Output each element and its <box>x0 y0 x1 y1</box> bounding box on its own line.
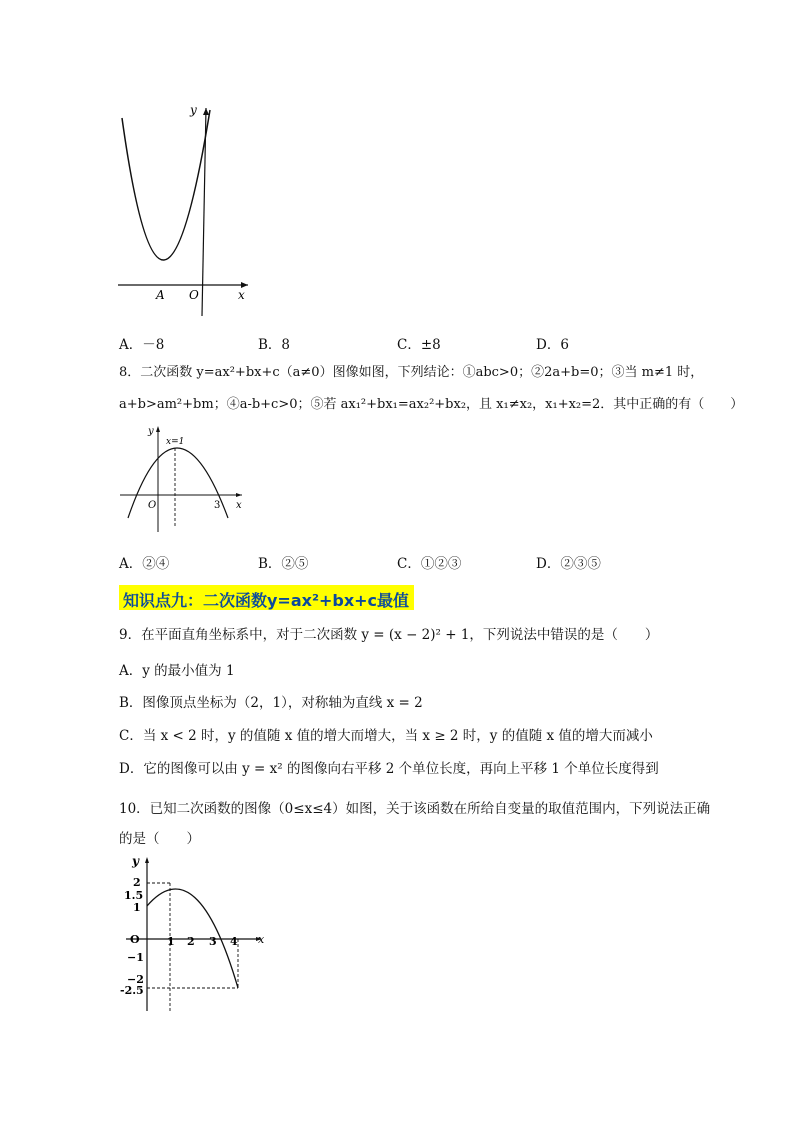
y-tick-1: 1 <box>133 901 141 914</box>
q8-stem-line1: 8．二次函数 y=ax²+bx+c（a≠0）图像如图，下列结论：①abc>0；②2a+b=0；③当 m≠1 时， <box>119 365 704 380</box>
q9-option-b: B．图像顶点坐标为（2，1），对称轴为直线 x = 2 <box>119 695 423 711</box>
symmetry-label: x=1 <box>166 437 185 447</box>
y-axis-label: y <box>190 103 197 117</box>
x-axis-label: x <box>258 933 265 946</box>
x-tick-2: 2 <box>187 935 195 948</box>
section-header <box>119 585 414 610</box>
y-tick-1-5: 1.5 <box>124 889 144 902</box>
x-tick-4: 4 <box>230 935 238 948</box>
q9-option-a: A．y 的最小值为 1 <box>119 663 235 679</box>
y-axis-arrow <box>203 108 209 115</box>
y-axis-arrow <box>145 857 149 863</box>
q8-option-c: C．①②③ <box>397 556 462 572</box>
x-axis-arrow <box>236 493 242 497</box>
x-axis-label: x <box>236 500 242 511</box>
y-tick-neg1: −1 <box>127 951 144 964</box>
root-label-3: 3 <box>214 500 221 511</box>
y-tick-neg2: −2 <box>127 973 144 986</box>
q7-option-b: B．8 <box>258 337 291 353</box>
q9-option-c: C．当 x < 2 时，y 的值随 x 值的增大而增大，当 x ≥ 2 时，y 的值随 x 值的增大而减小 <box>119 728 653 744</box>
origin-label: O <box>148 500 157 511</box>
q9-option-d: D．它的图像可以由 y = x² 的图像向右平移 2 个单位长度，再向上平移 1 个单位长度得到 <box>119 761 659 777</box>
vertex-label-a: A <box>156 288 165 302</box>
q7-option-d: D．6 <box>536 337 569 353</box>
q7-option-c: C．±8 <box>397 337 441 353</box>
section-title: 知识点九：二次函数y=ax²+bx+c最值 <box>123 591 410 610</box>
parabola-curve <box>122 110 210 260</box>
q7-option-a: A．－8 <box>119 337 165 353</box>
q8-option-b: B．②⑤ <box>258 556 309 572</box>
q8-option-a: A．②④ <box>119 556 170 572</box>
q8-option-d: D．②③⑤ <box>536 556 601 572</box>
origin-label: O <box>189 288 199 302</box>
x-tick-3: 3 <box>209 935 217 948</box>
x-axis-label: x <box>238 288 245 302</box>
q10-stem-line1: 10．已知二次函数的图像（0≤x≤4）如图，关于该函数在所给自变量的取值范围内，下列说法正确 <box>119 801 711 817</box>
q9-stem: 9．在平面直角坐标系中，对于二次函数 y = (x − 2)² + 1，下列说法中错误的是（ ） <box>119 627 659 643</box>
y-axis-label: y <box>132 854 139 868</box>
figure-parabola-vertex-a <box>110 98 260 318</box>
parabola-curve <box>128 448 228 518</box>
x-tick-1: 1 <box>167 935 175 948</box>
figure-q8-parabola <box>118 422 248 536</box>
q8-stem-line2: a+b>am²+bm；④a-b+c>0；⑤若 ax₁²+bx₁=ax₂²+bx₂，且 x₁≠x₂，x₁+x₂=2．其中正确的有（ ） <box>119 397 744 412</box>
y-axis-arrow <box>156 426 160 432</box>
y-axis-label: y <box>148 426 154 437</box>
y-tick-neg2-5: -2.5 <box>120 984 144 997</box>
q10-stem-line2: 的是（ ） <box>119 831 200 847</box>
y-tick-2: 2 <box>133 876 141 889</box>
figure-q10-parabola <box>118 853 270 1015</box>
origin-label: O <box>130 933 140 946</box>
